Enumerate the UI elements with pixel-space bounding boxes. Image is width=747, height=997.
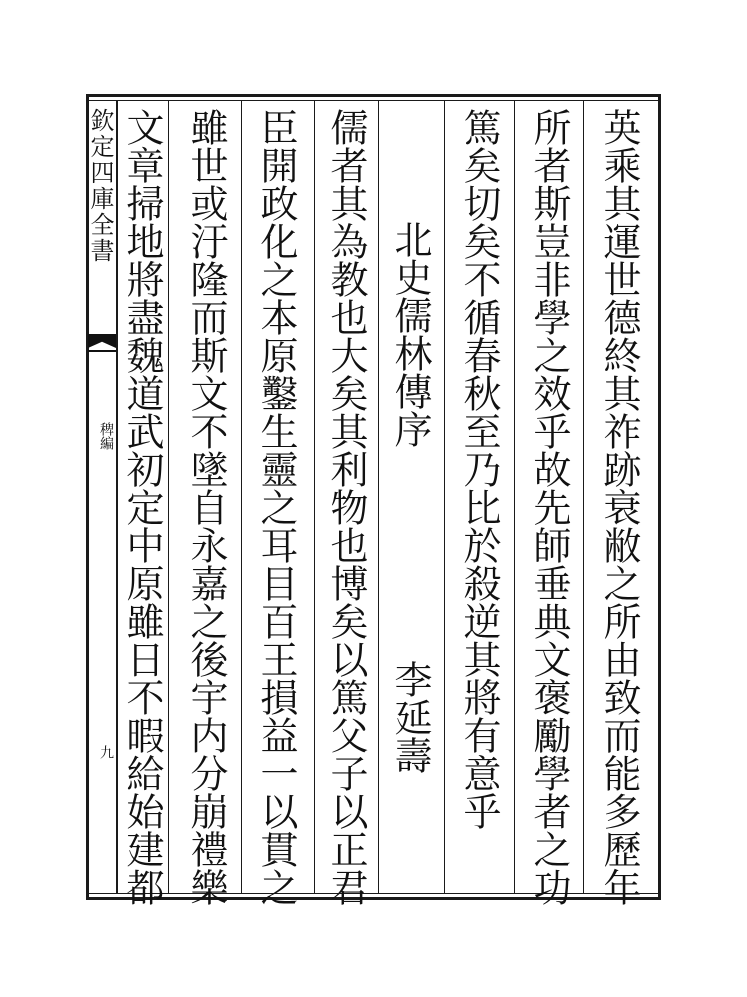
- text-column: [527, 108, 573, 906]
- column-text: 文章掃地將盡魏道武初定中原雖日不暇給始建都: [120, 108, 164, 906]
- page-frame: [86, 94, 661, 900]
- text-column: [457, 108, 503, 892]
- frame-inner-top-rule: [86, 100, 661, 101]
- text-column: [184, 108, 230, 906]
- column-rule: [241, 100, 242, 893]
- column-rule: [514, 100, 515, 893]
- column-rule: [444, 100, 445, 893]
- margin-volume-label: 稗編: [98, 422, 114, 450]
- column-rule: [314, 100, 315, 893]
- author-column: [388, 660, 434, 774]
- column-text: 雖世或汙隆而斯文不墜自永嘉之後宇内分崩禮樂: [184, 108, 228, 906]
- column-text: 所者斯豈非學之效乎故先師垂典文褒勵學者之功: [527, 108, 571, 906]
- column-rule: [378, 100, 379, 893]
- author-name: 李延壽: [388, 660, 432, 774]
- column-text: 臣開政化之本原鑿生靈之耳目百王損益一以貫之: [254, 108, 298, 906]
- section-title: 北史儒林傳序: [388, 220, 432, 448]
- column-text: 篤矣切矣不循春秋至乃比於殺逆其將有意乎: [457, 108, 501, 830]
- text-column: [324, 108, 370, 906]
- text-column: [597, 108, 643, 906]
- column-rule: [583, 100, 584, 893]
- text-column: [120, 108, 166, 906]
- fish-tail-rule: [88, 350, 116, 352]
- text-column: [254, 108, 300, 906]
- column-rule: [168, 100, 169, 893]
- margin-book-title: 欽定四庫全書: [86, 108, 114, 264]
- column-text: 英乘其運世德終其祚跡衰敝之所由致而能多歷年: [597, 108, 641, 906]
- section-title-column: [388, 220, 434, 448]
- frame-inner-bottom-rule: [86, 893, 661, 894]
- margin-page-number: 九: [98, 745, 114, 759]
- column-text: 儒者其為教也大矣其利物也博矣以篤父子以正君: [324, 108, 368, 906]
